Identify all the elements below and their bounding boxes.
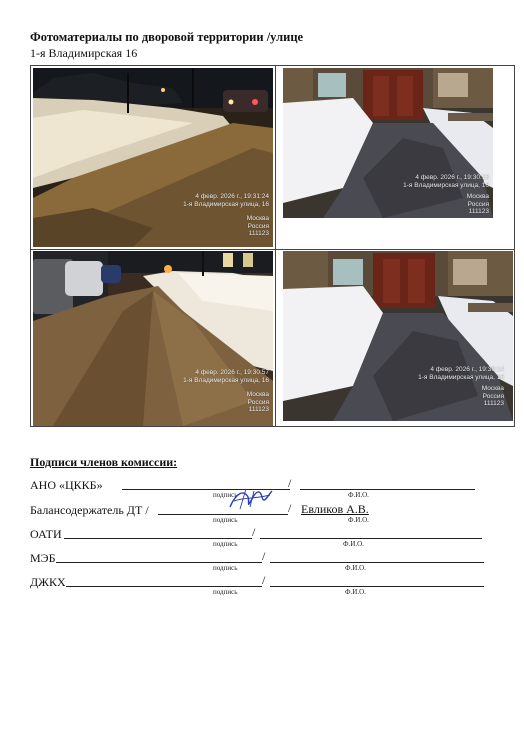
signature-line	[158, 514, 288, 515]
photo-stamp-1: 4 февр. 2026 г., 19:31:24 1-я Владимирская улица, 16 Москва Россия 111123	[183, 193, 269, 237]
document-title: Фотоматериалы по дворовой территории /улице	[30, 30, 304, 44]
fio-caption: Ф.И.О.	[343, 540, 364, 548]
sign-caption: подпись	[213, 540, 238, 548]
org-label-oati: ОАТИ	[30, 527, 62, 541]
photo-stamp-2: 4 февр. 2026 г., 19:30:13 1-я Владимирская улица, 16 Москва Россия 111123	[403, 174, 489, 215]
document-address: 1-я Владимирская 16	[30, 46, 138, 60]
photo-grid	[30, 65, 515, 427]
separator-slash: /	[288, 476, 292, 490]
sign-caption: подпись	[213, 491, 238, 499]
fio-caption: Ф.И.О.	[348, 491, 369, 499]
grid-divider-vertical	[275, 66, 276, 426]
fio-caption: Ф.И.О.	[345, 564, 366, 572]
signature-line	[64, 538, 252, 539]
sign-caption: подпись	[213, 564, 238, 572]
photo-stamp-3: 4 февр. 2026 г., 19:30:57 1-я Владимирская улица, 16 Москва Россия 111123	[183, 369, 269, 413]
fio-line	[260, 538, 482, 539]
fio-line	[270, 562, 484, 563]
separator-slash: /	[262, 573, 266, 587]
org-label-balance-holder: Балансодержатель ДТ /	[30, 503, 149, 517]
member-name: Евликов А.В.	[301, 502, 369, 516]
sign-caption: подпись	[213, 588, 238, 596]
separator-slash: /	[252, 525, 256, 539]
org-label-ckkb: АНО «ЦККБ»	[30, 478, 103, 492]
handwritten-signature	[226, 485, 276, 513]
grid-divider-horizontal	[31, 249, 514, 250]
photo-stamp-4: 4 февр. 2026 г., 19:30:14 1-я Владимирская улица, 16 Москва Россия 111123	[418, 366, 504, 407]
fio-line	[270, 586, 484, 587]
org-label-dzhkkh: ДЖКХ	[30, 575, 66, 589]
signature-line	[56, 562, 262, 563]
fio-line	[300, 489, 475, 490]
fio-caption: Ф.И.О.	[345, 588, 366, 596]
signatures-heading: Подписи членов комиссии:	[30, 455, 178, 469]
separator-slash: /	[288, 501, 292, 515]
fio-caption: Ф.И.О.	[348, 516, 369, 524]
org-label-meb: МЭБ	[30, 551, 56, 565]
signature-line	[66, 586, 262, 587]
separator-slash: /	[262, 549, 266, 563]
sign-caption: подпись	[213, 516, 238, 524]
